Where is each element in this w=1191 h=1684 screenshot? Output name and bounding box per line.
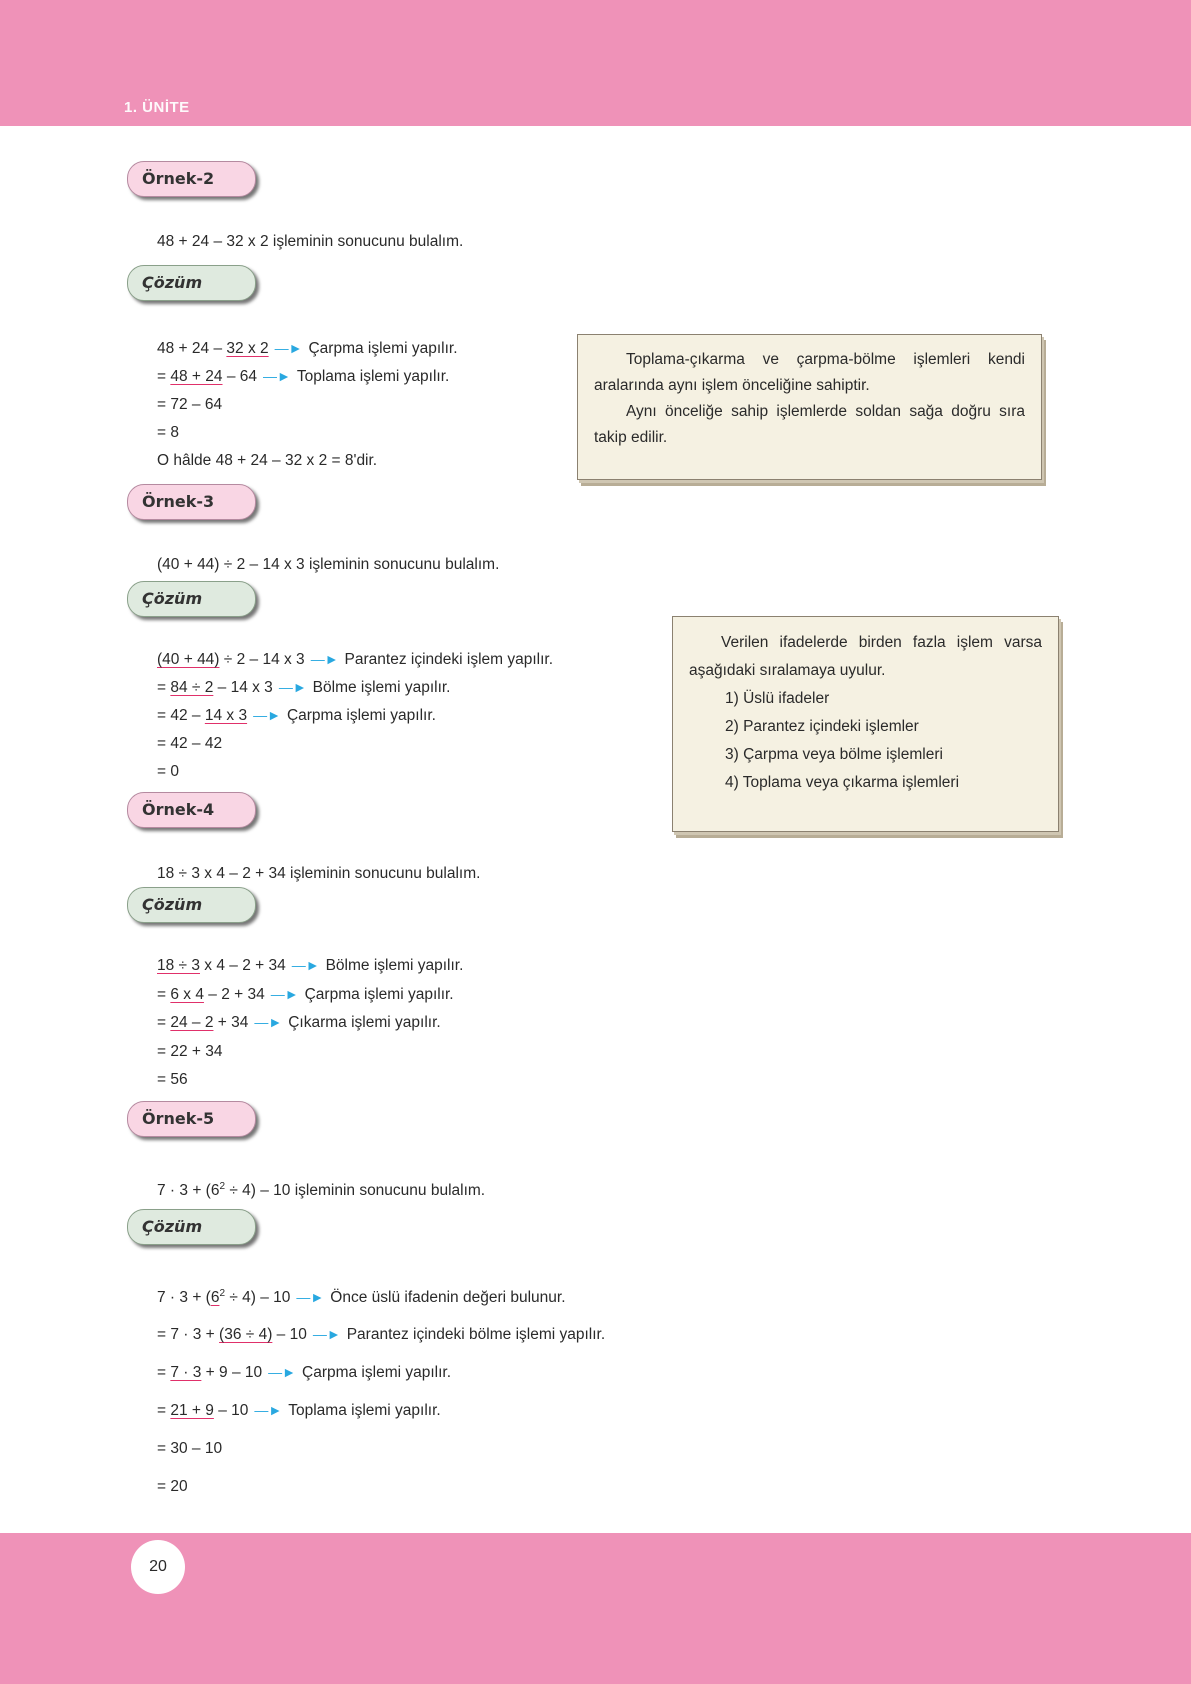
expression-text: ÷ 2 – 14 x 3 — [219, 651, 305, 668]
expression-text: Parantez içindeki işlem yapılır. — [344, 651, 554, 668]
underlined-step: 21 + 9 — [170, 1402, 214, 1419]
expression-text: Çarpma işlemi yapılır. — [304, 985, 454, 1003]
expression-text: Önce üslü ifadenin değeri bulunur. — [330, 1289, 566, 1307]
expression-text: Çarpma işlemi yapılır. — [308, 340, 458, 357]
order-item: 1) Üslü ifadeler — [725, 690, 830, 707]
expression-text: = — [157, 1014, 171, 1031]
solution-badge: Çözüm — [127, 581, 256, 617]
order-item: 2) Parantez içindeki işlemler — [725, 718, 919, 735]
expression-text: = — [157, 1402, 171, 1419]
note-box-order — [672, 616, 1059, 832]
expression-text: 48 + 24 – — [157, 340, 227, 357]
arrow-right-icon: —► — [254, 1014, 283, 1030]
arrow-right-icon: —► — [270, 985, 299, 1002]
solution-badge: Çözüm — [127, 1209, 256, 1245]
note-intro: Verilen ifadelerde birden fazla işlem varsa aşağıdaki sıralamaya uyulur. — [689, 634, 1042, 679]
solution-line — [157, 986, 454, 1004]
example-problem — [157, 1181, 485, 1200]
underlined-step: 84 ÷ 2 — [170, 679, 214, 696]
expression-text: = — [157, 1364, 171, 1381]
underlined-step: 7 · 3 — [170, 1364, 202, 1381]
underlined-step: 18 ÷ 3 — [157, 957, 200, 974]
underlined-step: (36 ÷ 4) — [219, 1326, 273, 1343]
expression-text: = 7 · 3 + — [157, 1326, 220, 1343]
expression-text: Toplama işlemi yapılır. — [288, 1402, 441, 1419]
expression-text: = 30 – 10 — [157, 1440, 223, 1457]
solution-line — [157, 452, 377, 470]
expression-text: Çarpma işlemi yapılır. — [286, 707, 436, 724]
underlined-step: 6 x 4 — [170, 985, 204, 1003]
example-problem: 18 ÷ 3 x 4 – 2 + 34 işleminin sonucunu bulalım. — [157, 865, 481, 882]
arrow-right-icon: —► — [253, 707, 281, 723]
expression-text: Çıkarma işlemi yapılır. — [288, 1014, 441, 1031]
exponent: 2 — [219, 1288, 226, 1299]
order-item: 3) Çarpma veya bölme işlemleri — [725, 746, 943, 763]
expression-text: = 56 — [157, 1071, 188, 1088]
expression-text: = — [157, 679, 171, 696]
solution-line — [157, 957, 463, 975]
solution-line — [157, 1326, 605, 1344]
example-badge: Örnek-5 — [127, 1101, 256, 1137]
arrow-right-icon: —► — [263, 368, 291, 384]
expression-text: – 2 + 34 — [203, 985, 265, 1003]
solution-line — [157, 1364, 451, 1382]
expression-text: – 64 — [222, 368, 257, 385]
solution-line — [157, 735, 222, 753]
example-problem: (40 + 44) ÷ 2 – 14 x 3 işleminin sonucunu bulalım. — [157, 556, 500, 573]
note-paragraph: Toplama-çıkarma ve çarpma-bölme işlemleri kendi aralarında aynı işlem önceliğine sahiptir. — [594, 351, 1025, 394]
expression-text: x 4 – 2 + 34 — [199, 957, 286, 974]
underlined-step: 14 x 3 — [204, 707, 248, 724]
example-badge: Örnek-3 — [127, 484, 256, 520]
expression-text: = 22 + 34 — [157, 1042, 223, 1060]
order-item: 4) Toplama veya çıkarma işlemleri — [725, 774, 960, 791]
note-paragraph: Aynı önceliğe sahip işlemlerde soldan sağa doğru sıra takip edilir. — [594, 403, 1025, 446]
solution-line — [157, 1402, 441, 1420]
expression-text: 7 · 3 + (6 — [157, 1182, 220, 1200]
expression-text: = 72 – 64 — [157, 396, 223, 413]
arrow-right-icon: —► — [296, 1289, 325, 1306]
expression-text: = 0 — [157, 763, 179, 780]
page-number: 20 — [131, 1540, 185, 1594]
solution-line — [157, 1440, 222, 1458]
expression-text: = 8 — [157, 424, 179, 441]
arrow-right-icon: —► — [310, 651, 339, 667]
underlined-step: 24 – 2 — [170, 1014, 214, 1031]
solution-line — [157, 1288, 566, 1307]
expression-text: + 9 – 10 — [201, 1364, 263, 1381]
expression-text: + 34 — [213, 1014, 249, 1031]
underlined-step: (40 + 44) — [157, 651, 220, 668]
solution-line — [157, 368, 449, 386]
arrow-right-icon: —► — [312, 1326, 341, 1342]
arrow-right-icon: —► — [254, 1402, 283, 1418]
arrow-right-icon: —► — [274, 340, 303, 356]
solution-line — [157, 340, 458, 358]
expression-text: O hâlde 48 + 24 – 32 x 2 = 8'dir. — [157, 452, 378, 469]
example-badge: Örnek-2 — [127, 161, 256, 197]
expression-text: ÷ 4) – 10 — [225, 1289, 291, 1307]
note-box-precedence — [577, 334, 1042, 480]
solution-badge: Çözüm — [127, 887, 256, 923]
expression-text: = 42 – 42 — [157, 735, 223, 752]
expression-text: Parantez içindeki bölme işlemi yapılır. — [346, 1326, 606, 1343]
solution-line — [157, 651, 553, 669]
expression-text: – 10 — [213, 1402, 249, 1419]
expression-text: Bölme işlemi yapılır. — [312, 679, 451, 696]
expression-text: = — [157, 985, 171, 1003]
expression-text: 7 · 3 + ( — [157, 1289, 211, 1307]
arrow-right-icon: —► — [291, 957, 320, 973]
underlined-step: 6 — [210, 1289, 220, 1307]
expression-text: Bölme işlemi yapılır. — [325, 957, 464, 974]
arrow-right-icon: —► — [268, 1364, 296, 1380]
solution-line — [157, 763, 179, 781]
arrow-right-icon: —► — [278, 679, 307, 695]
solution-line — [157, 679, 451, 697]
solution-line — [157, 396, 222, 414]
underlined-step: 48 + 24 — [170, 368, 223, 385]
solution-badge: Çözüm — [127, 265, 256, 301]
example-badge: Örnek-4 — [127, 792, 256, 828]
underlined-step: 32 x 2 — [226, 340, 269, 357]
expression-text: = 42 – — [157, 707, 205, 724]
expression-text: – 14 x 3 — [213, 679, 273, 696]
expression-text: Çarpma işlemi yapılır. — [302, 1364, 452, 1381]
example-problem: 48 + 24 – 32 x 2 işleminin sonucunu bulalım. — [157, 233, 464, 250]
exponent: 2 — [219, 1181, 226, 1192]
expression-text: = 20 — [157, 1478, 188, 1495]
solution-line — [157, 1478, 188, 1496]
solution-line — [157, 1043, 223, 1061]
expression-text: = — [157, 368, 171, 385]
solution-line — [157, 707, 436, 725]
expression-text: Toplama işlemi yapılır. — [296, 368, 450, 385]
unit-label: 1. ÜNİTE — [124, 99, 190, 116]
expression-text: – 10 — [272, 1326, 307, 1343]
solution-line — [157, 424, 179, 442]
solution-line — [157, 1014, 441, 1032]
expression-text: ÷ 4) – 10 işleminin sonucunu bulalım. — [225, 1182, 486, 1200]
solution-line — [157, 1071, 188, 1089]
